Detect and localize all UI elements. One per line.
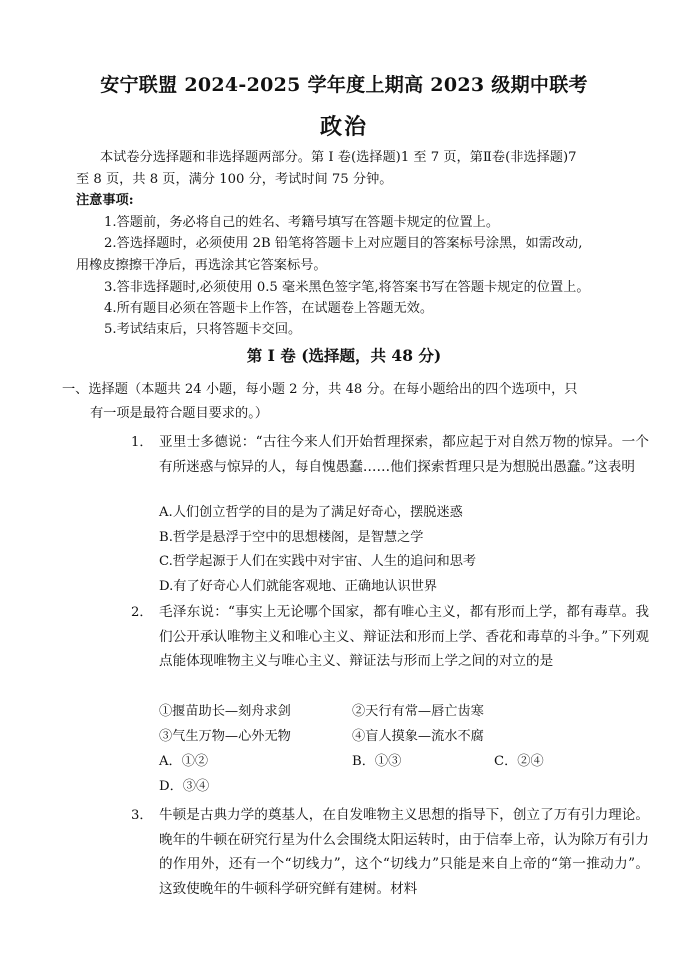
question-text: 亚里士多德说：“古往今来人们开始哲理探索，都应起于对自然万物的惊异。一个有所迷惑与惊异的人，每自愧愚蠢……他们探索哲理只是为想脱出愚蠢。”这表明	[159, 434, 649, 475]
option: C．②④	[494, 754, 544, 769]
notice-item: 用橡皮擦擦干净后，再选涂其它答案标号。	[76, 258, 327, 273]
exam-title: 安宁联盟 2024-2025 学年度上期高 2023 级期中联考	[100, 74, 588, 96]
statement: ②天行有常—唇亡齿寒	[352, 704, 484, 719]
question-text: 毛泽东说：“事实上无论哪个国家，都有唯心主义，都有形而上学，都有毒草。我们公开承认唯物主义和唯心主义、辩证法和形而上学、香花和毒草的斗争。”下列观点能体现唯物主义与唯心主义、辩证法与形而上学之间的对立的是	[159, 604, 649, 669]
subject-title: 政治	[319, 114, 368, 140]
option: B.哲学是悬浮于空中的思想楼阁，是智慧之学	[159, 530, 424, 545]
option: D．③④	[159, 779, 210, 794]
question-number: 1．	[131, 435, 153, 450]
section-title: 第 I 卷 (选择题，共 48 分)	[246, 346, 442, 365]
question-number: 2．	[131, 605, 153, 620]
option: C.哲学起源于人们在实践中对宇宙、人生的追问和思考	[159, 554, 477, 569]
notice-item: 1.答题前，务必将自己的姓名、考籍号填写在答题卡规定的位置上。	[104, 215, 500, 230]
option: B．①③	[352, 754, 402, 769]
intro-line-1: 本试卷分选择题和非选择题两部分。第 I 卷(选择题)1 至 7 页，第Ⅱ卷(非选择题)7	[100, 150, 577, 165]
part-instructions-line-2: 有一项是最符合题目要求的。）	[90, 406, 269, 421]
part-instructions: （本题共 24 小题，每小题 2 分，共 48 分。在每小题给出的四个选项中，只	[127, 382, 578, 397]
part-label: 一、选择题	[62, 382, 128, 397]
question-number: 3．	[131, 808, 153, 823]
option: D.有了好奇心人们就能客观地、正确地认识世界	[159, 579, 438, 594]
notice-item: 2.答选择题时，必须使用 2B 铅笔将答题卡上对应题目的答案标号涂黑，如需改动,	[104, 236, 583, 251]
option: A．①②	[159, 754, 209, 769]
part-heading	[62, 380, 577, 400]
notice-item: 5.考试结束后，只将答题卡交回。	[104, 322, 302, 337]
statement: ③气生万物—心外无物	[159, 729, 291, 744]
notice-item: 3.答非选择题时,必须使用 0.5 毫米黑色签字笔,将答案书写在答题卡规定的位置上。	[104, 280, 590, 295]
question-text: 牛顿是古典力学的奠基人，在自发唯物主义思想的指导下，创立了万有引力理论。晚年的牛顿在研究行星为什么会围绕太阳运转时，由于信奉上帝，认为除万有引力的作用外，还有一个“切线力”，这个“切线力”只能是来自上帝的“第一推动力”。这致使晚年的牛顿科学研究鲜有建树。材料	[159, 807, 649, 897]
statement: ④盲人摸象—流水不腐	[352, 729, 484, 744]
statement: ①揠苗助长—刻舟求剑	[159, 704, 291, 719]
option: A.人们创立哲学的目的是为了满足好奇心，摆脱迷惑	[159, 505, 463, 520]
notice-heading: 注意事项:	[76, 193, 134, 208]
intro-line-2: 至 8 页，共 8 页，满分 100 分，考试时间 75 分钟。	[76, 172, 393, 187]
notice-item: 4.所有题目必须在答题卡上作答，在试题卷上答题无效。	[104, 301, 434, 316]
